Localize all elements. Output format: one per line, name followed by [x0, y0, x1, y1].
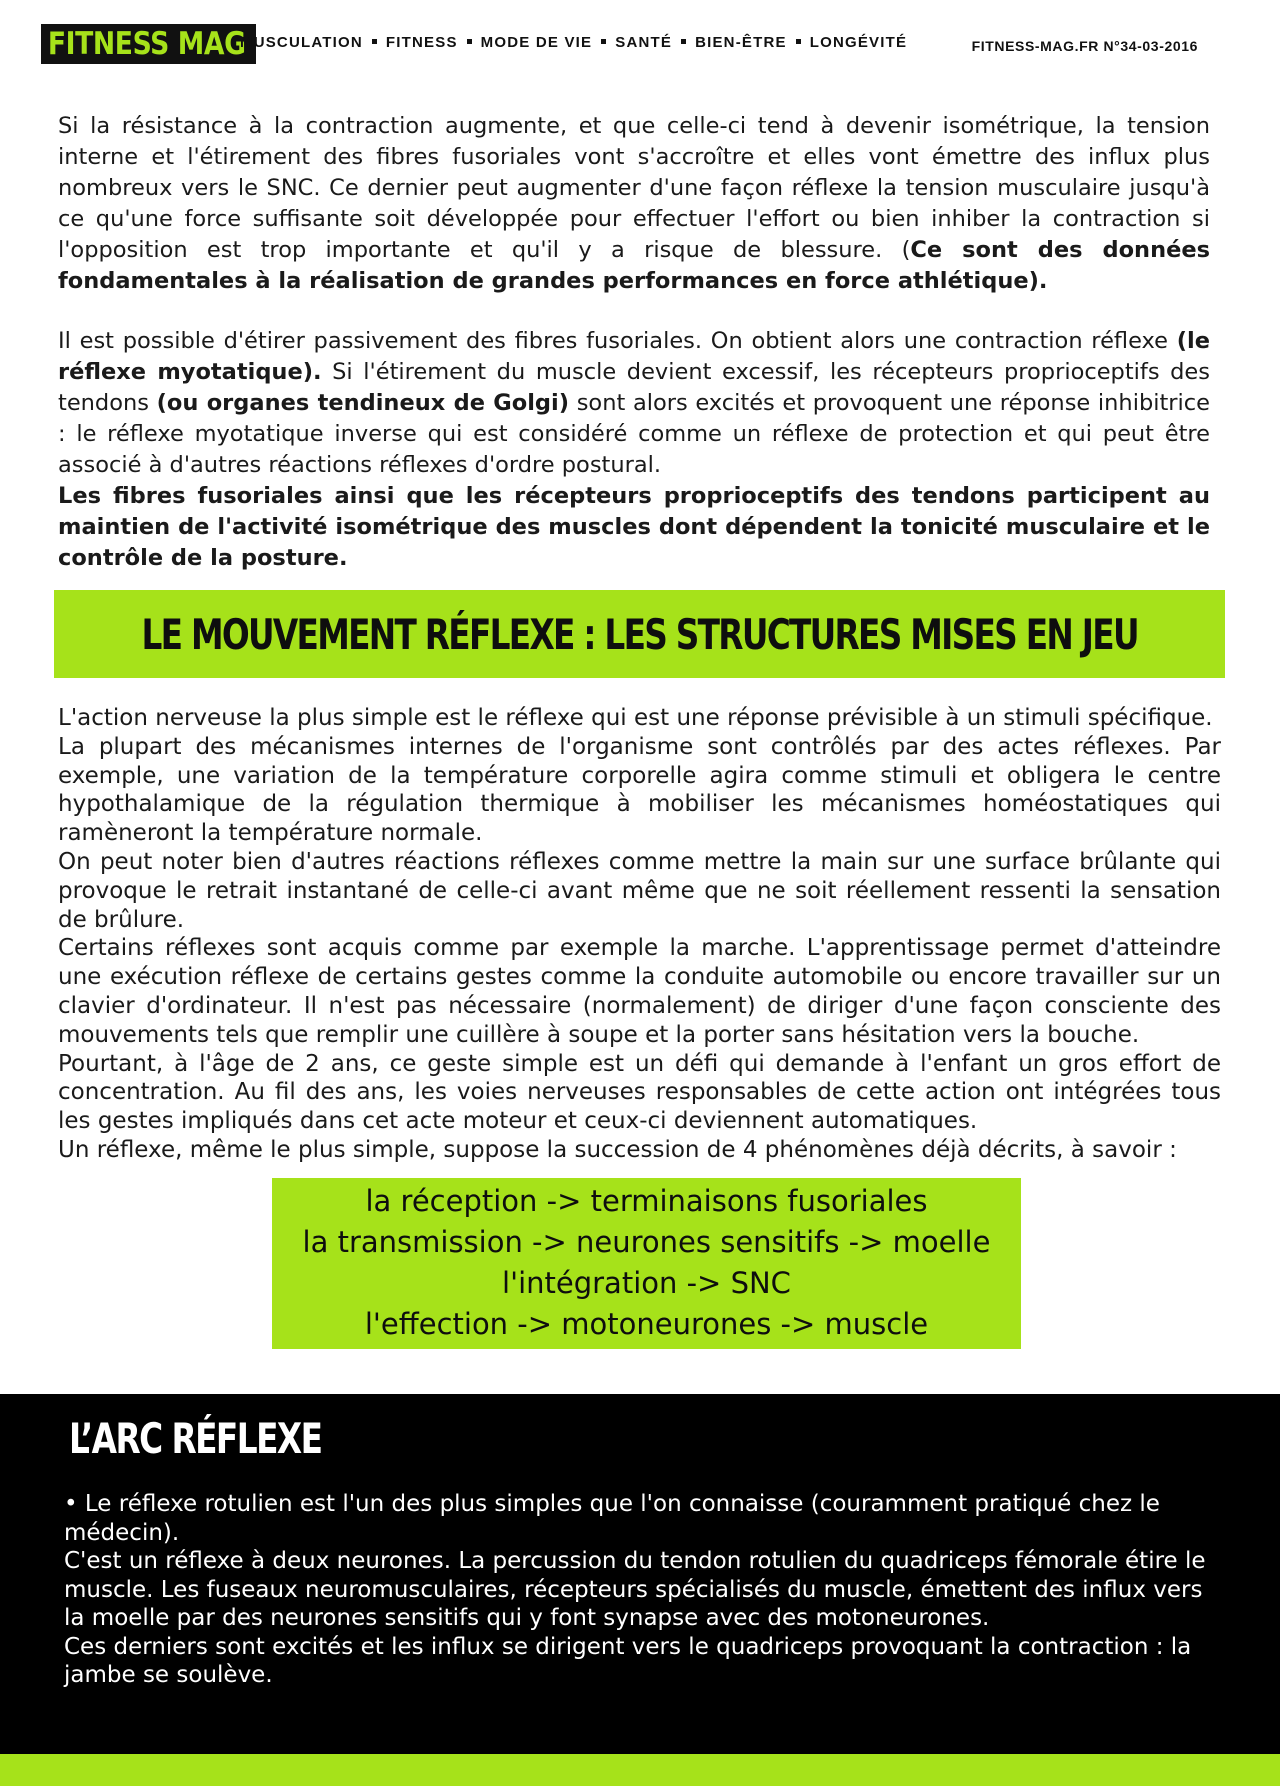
section-paragraph: On peut noter bien d'autres réactions réflexes comme mettre la main sur une surface brûlante qui provoque le retrait instantané de celle-ci avant même que ne soit réellement ressenti la sensation de brûlure.	[58, 848, 1221, 933]
intro-p2-a: Il est possible d'étirer passivement des fibres fusoriales. On obtient alors une contraction réflexe	[58, 328, 1177, 354]
magazine-logo[interactable]: FITNESS MAG	[41, 24, 256, 64]
arc-paragraph: C'est un réflexe à deux neurones. La percussion du tendon rotulien du quadriceps fémorale étire le muscle. Les fuseaux neuromusculaires, récepteurs spécialisés du muscle, émettent des influx vers la moelle par des neurones sensitifs qui y font synapse avec des motoneurones.	[64, 1548, 1206, 1631]
intro-p1-bold: Ce sont des données fondamentales à la réalisation de grandes performances en force athlétique).	[58, 237, 1210, 294]
reflex-step: la transmission -> neurones sensitifs -> moelle	[302, 1225, 991, 1259]
intro-p2-bold-end: Les fibres fusoriales ainsi que les récepteurs proprioceptifs des tendons participent au maintien de l'activité isométrique des muscles dont dépendent la tonicité musculaire et le contrôle de la posture.	[58, 483, 1210, 571]
section-paragraph: La plupart des mécanismes internes de l'organisme sont contrôlés par des actes réflexes. Par exemple, une variation de la température corporelle agira comme stimuli et obligera le centre hypothalamique de la régulation thermique à mobiliser les mécanismes homéostatiques qui ramèneront la température normale.	[58, 733, 1221, 847]
section-title: LE MOUVEMENT RÉFLEXE : LES STRUCTURES MISES EN JEU	[141, 609, 1138, 659]
issue-number: FITNESS-MAG.FR N°34-03-2016	[971, 38, 1198, 54]
nav-separator	[372, 39, 377, 44]
section-paragraph: L'action nerveuse la plus simple est le réflexe qui est une réponse prévisible à un stimuli spécifique.	[58, 705, 1213, 731]
intro-paragraph-2	[58, 326, 1210, 574]
nav-bien-etre[interactable]: BIEN-ÊTRE	[695, 34, 787, 51]
reflex-step: l'intégration -> SNC	[502, 1266, 791, 1300]
arc-reflexe-title: L’ARC RÉFLEXE	[69, 1414, 322, 1463]
section-paragraph: Pourtant, à l'âge de 2 ans, ce geste simple est un défi qui demande à l'enfant un gros effort de concentration. Au fil des ans, les voies nerveuses responsables de cette action ont intégrées tous les gestes impliqués dans cet acte moteur et ceux-ci deviennent automatiques.	[58, 1050, 1221, 1135]
section-paragraph: Un réflexe, même le plus simple, suppose la succession de 4 phénomènes déjà décrits, à savoir :	[58, 1136, 1177, 1163]
section-banner	[54, 590, 1225, 678]
arc-reflexe-body	[64, 1490, 1224, 1690]
arc-paragraph: Ces derniers sont excités et les influx se dirigent vers le quadriceps provoquant la contraction : la jambe se soulève.	[64, 1633, 1192, 1688]
nav-musculation[interactable]: MUSCULATION	[240, 34, 363, 51]
category-nav	[240, 34, 907, 51]
intro-p2-c: sont alors excités et provoquent une réponse inhibitrice : le réflexe myotatique inverse qui est considéré comme un réflexe de protection et qui peut être associé à d'autres réactions réflexes d'ordre postural.	[58, 390, 1211, 478]
nav-sante[interactable]: SANTÉ	[615, 34, 673, 51]
intro-p2-bold-2: (ou organes tendineux de Golgi)	[156, 390, 570, 416]
reflex-step: l'effection -> motoneurones -> muscle	[364, 1307, 929, 1341]
nav-separator	[467, 39, 472, 44]
nav-longevite[interactable]: LONGÉVITÉ	[809, 34, 908, 51]
arc-paragraph: • Le réflexe rotulien est l'un des plus simples que l'on connaisse (couramment pratiqué chez le médecin).	[64, 1491, 1160, 1546]
intro-p2-b: Si l'étirement du muscle devient excessif, les récepteurs proprioceptifs des tendons	[58, 359, 1210, 416]
nav-separator	[796, 39, 801, 44]
intro-p2-bold-1: (le réflexe myotatique).	[58, 328, 1210, 385]
nav-fitness[interactable]: FITNESS	[385, 34, 458, 51]
magazine-header	[0, 0, 1280, 80]
section-paragraph: Certains réflexes sont acquis comme par exemple la marche. L'apprentissage permet d'atteindre une exécution réflexe de certains gestes comme la conduite automobile ou encore travailler sur un clavier d'ordinateur. Il n'est pas nécessaire (normalement) de diriger d'une façon consciente des mouvements tels que remplir une cuillère à soupe et la porter sans hésitation vers la bouche.	[58, 935, 1221, 1048]
reflex-step: la réception -> terminaisons fusoriales	[365, 1184, 928, 1218]
nav-separator	[601, 39, 606, 44]
intro-p1-text: Si la résistance à la contraction augmente, et que celle-ci tend à devenir isométrique, la tension interne et l'étirement des fibres fusoriales vont s'accroître et elles vont émettre des influx plus nombreux vers le SNC. Ce dernier peut augmenter d'une façon réflexe la tension musculaire jusqu'à ce qu'une force suffisante soit développée pour effectuer l'effort ou bien inhiber la contraction si l'opposition est trop importante et qu'il y a risque de blessure. (	[58, 113, 1210, 263]
reflex-steps-box	[272, 1178, 1021, 1349]
intro-paragraph-1	[58, 111, 1210, 297]
nav-separator	[681, 39, 686, 44]
nav-mode-de-vie[interactable]: MODE DE VIE	[480, 34, 593, 51]
section-body	[58, 704, 1221, 1165]
footer-accent-bar	[0, 1754, 1280, 1786]
arc-reflexe-section	[0, 1394, 1280, 1754]
